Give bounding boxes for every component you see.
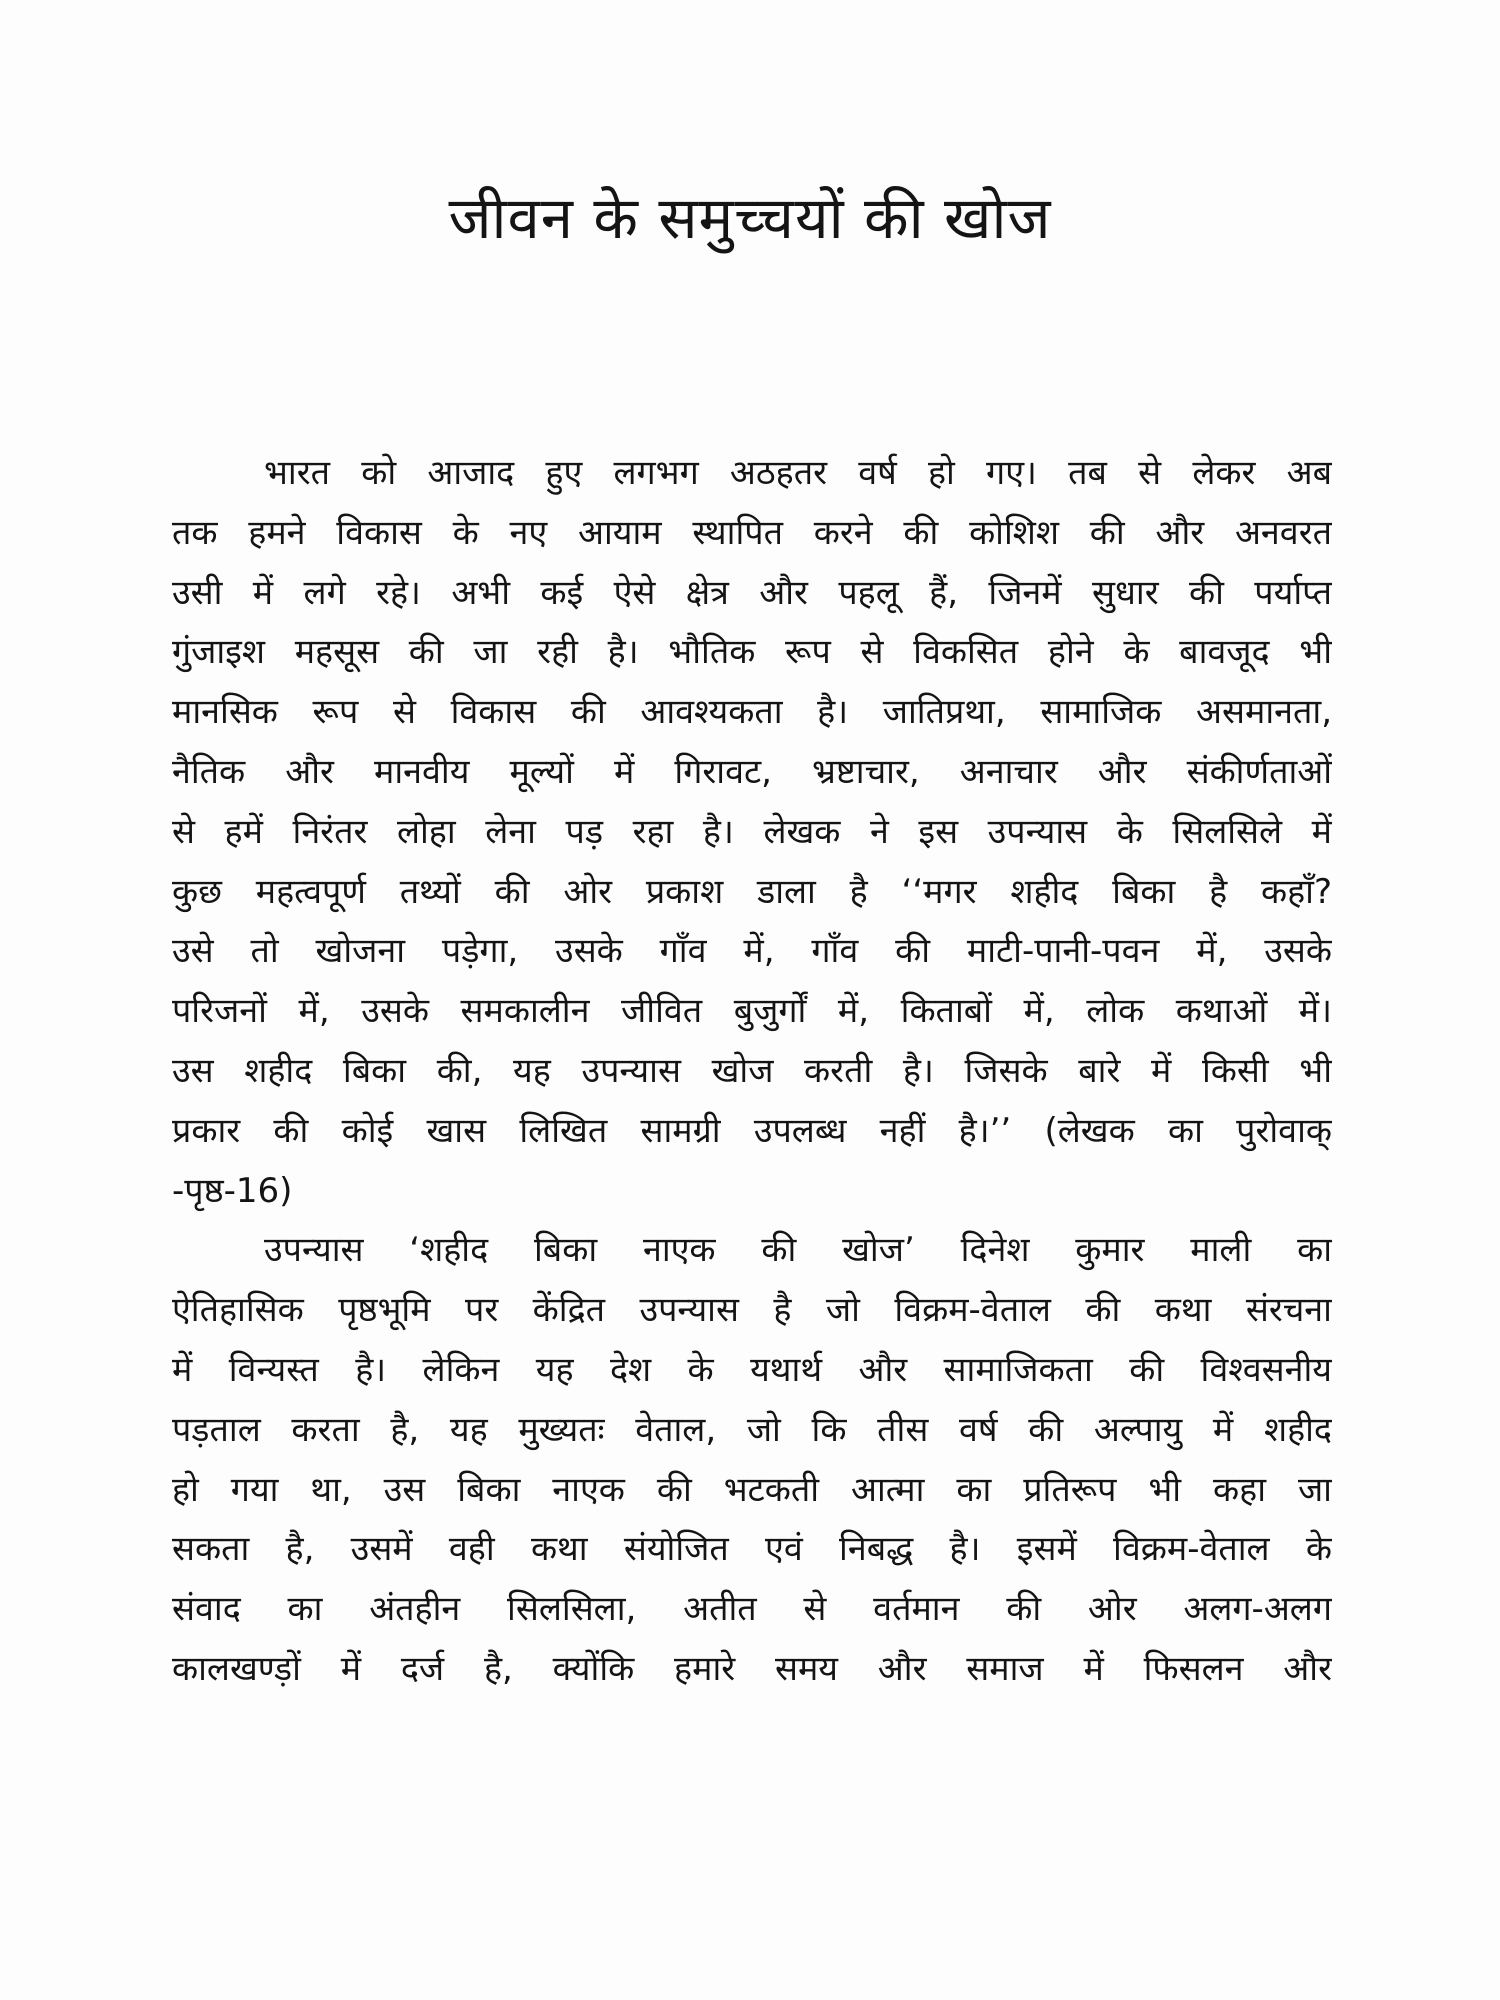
text-line: उसी में लगे रहे। अभी कई ऐसे क्षेत्र और पहलू हैं, जिनमें सुधार की पर्याप्त (172, 572, 1332, 613)
text-line: सकता है, उसमें वही कथा संयोजित एवं निबद्ध है। इसमें विक्रम-वेताल के (172, 1529, 1332, 1570)
text-line: कुछ महत्वपूर्ण तथ्यों की ओर प्रकाश डाला है ‘‘मगर शहीद बिका है कहाँ? (172, 871, 1332, 912)
text-line: गुंजाइश महसूस की जा रही है। भौतिक रूप से विकसित होने के बावजूद भी (172, 632, 1332, 673)
chapter-title: जीवन के समुच्चयों की खोज (448, 184, 1052, 252)
text-line: संवाद का अंतहीन सिलसिला, अतीत से वर्तमान की ओर अलग-अलग (172, 1589, 1332, 1630)
text-line: में विन्यस्त है। लेकिन यह देश के यथार्थ और सामाजिकता की विश्वसनीय (172, 1349, 1332, 1390)
text-line: हो गया था, उस बिका नाएक की भटकती आत्मा का प्रतिरूप भी कहा जा (172, 1469, 1332, 1510)
text-line: नैतिक और मानवीय मूल्यों में गिरावट, भ्रष्टाचार, अनाचार और संकीर्णताओं (172, 751, 1332, 792)
text-line: उपन्यास ‘शहीद बिका नाएक की खोज’ दिनेश कुमार माली का (264, 1230, 1332, 1271)
paragraph-1 (172, 444, 1332, 1221)
text-line: प्रकार की कोई खास लिखित सामग्री उपलब्ध नहीं है।’’ (लेखक का पुरोवाक् (172, 1110, 1332, 1151)
text-line: भारत को आजाद हुए लगभग अठहतर वर्ष हो गए। तब से लेकर अब (264, 453, 1332, 493)
text-line: तक हमने विकास के नए आयाम स्थापित करने की कोशिश की और अनवरत (172, 512, 1332, 553)
text-line: मानसिक रूप से विकास की आवश्यकता है। जातिप्रथा, सामाजिक असमानता, (172, 692, 1332, 733)
text-line: -पृष्ठ-16) (172, 1170, 293, 1211)
paragraph-2 (172, 1221, 1332, 1699)
text-line: से हमें निरंतर लोहा लेना पड़ रहा है। लेखक ने इस उपन्यास के सिलसिले में (172, 811, 1332, 852)
text-line: उस शहीद बिका की, यह उपन्यास खोज करती है। जिसके बारे में किसी भी (172, 1050, 1332, 1091)
text-line: पड़ताल करता है, यह मुख्यतः वेताल, जो कि तीस वर्ष की अल्पायु में शहीद (172, 1409, 1332, 1450)
chapter-body (172, 444, 1332, 1700)
text-line: परिजनों में, उसके समकालीन जीवित बुजुर्गों में, किताबों में, लोक कथाओं में। (172, 991, 1332, 1032)
text-line: उसे तो खोजना पड़ेगा, उसके गाँव में, गाँव की माटी-पानी-पवन में, उसके (172, 931, 1332, 972)
text-line: कालखण्ड़ों में दर्ज है, क्योंकि हमारे समय और समाज में फिसलन और (172, 1648, 1332, 1689)
text-line: ऐतिहासिक पृष्ठभूमि पर केंद्रित उपन्यास है जो विक्रम-वेताल की कथा संरचना (172, 1290, 1332, 1331)
